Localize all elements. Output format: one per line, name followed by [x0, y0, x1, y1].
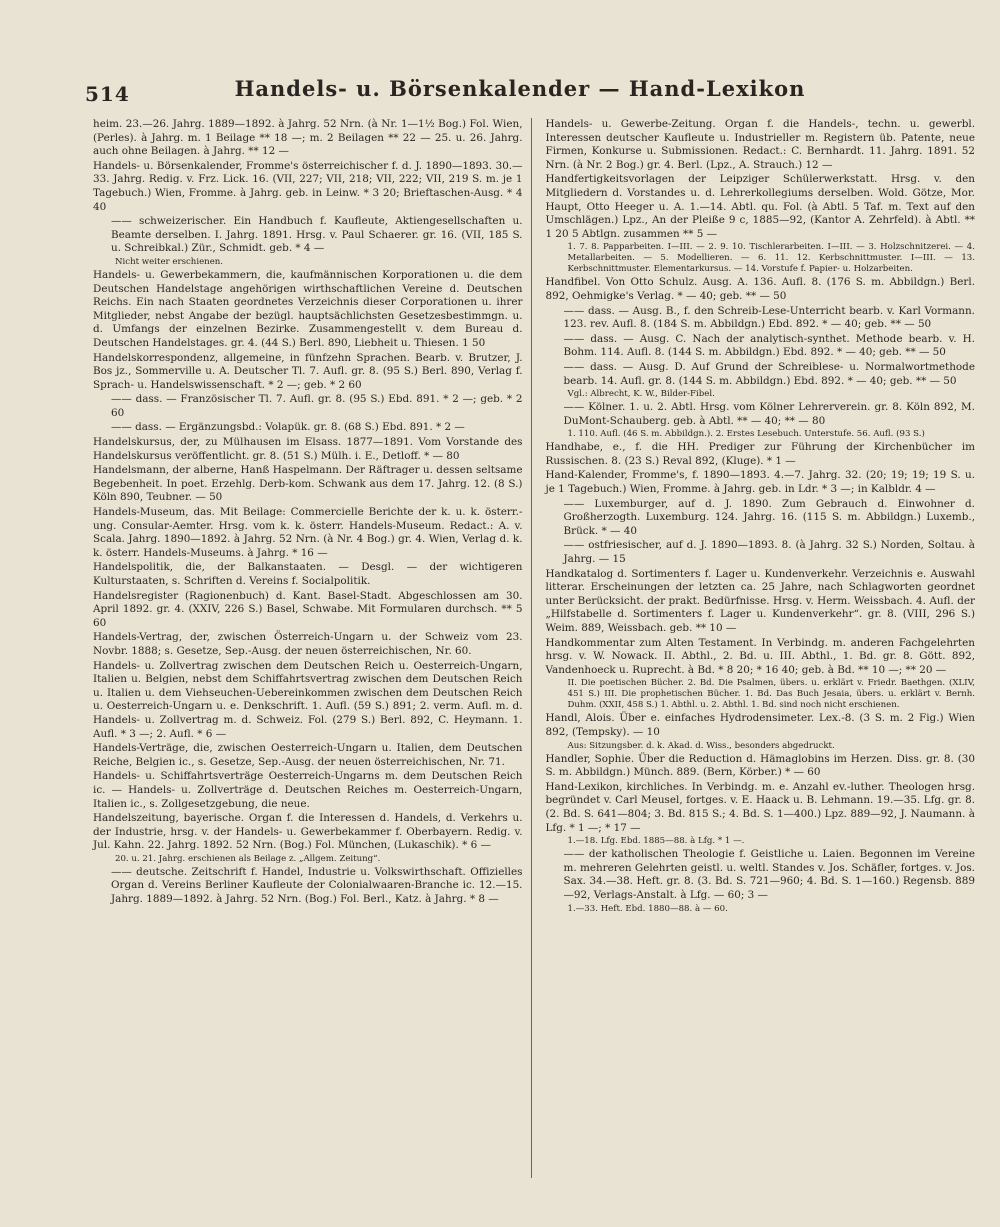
- catalog-entry: Handelsregister (Ragionenbuch) d. Kant. Basel-Stadt. Abgeschlossen am 30. April 1892. gr. 4. (XXIV, 226 S.) Basel, Schwabe. Mit Formularen durchsch. ** 5 60: [93, 589, 523, 629]
- catalog-entry: Handkatalog d. Sortimenters f. Lager u. Kundenverkehr. Verzeichnis e. Auswahl litterar. Erscheinungen der letzten ca. 25 Jahre, nach Schlagworten geordnet unter Berücksicht. der prakt. Bedürfnisse. Hrsg. v. Herm. Weissbach. 4. Aufl. der „Hilfstabelle d. Sortimenters f. Lager u. Kundenverkehr“. gr. 8. (VIII, 296 S.) Weim. 889, Weissbach. geb. ** 10 —: [545, 567, 975, 634]
- page-number: 514: [85, 82, 130, 106]
- catalog-entry: Handl, Alois. Über e. einfaches Hydrodensimeter. Lex.-8. (3 S. m. 2 Fig.) Wien 892, (Tempsky). — 10: [545, 712, 975, 738]
- catalog-entry: —— deutsche. Zeitschrift f. Handel, Industrie u. Volkswirthschaft. Offizielles Organ d. Vereins Berliner Kaufleute der Colonialwaaren-Branche ic. 12.—15. Jahrg. 1889—1892. à Jahrg. 52 Nrn. (Bog.) Fol. Berl., Katz. à Jahrg. * 8 —: [111, 865, 523, 906]
- catalog-entry: —— der katholischen Theologie f. Geistliche u. Laien. Begonnen im Vereine m. mehreren Gelehrten geistl. u. weltl. Standes v. Jos. Schäfler, fortges. v. Jos. Sax. 34.—38. Heft. gr. 8. (3. Bd. S. 721—960; 4. Bd. S. 1—160.) Regensb. 889—92, Verlags-Anstalt. à Lfg. — 60; 3 —: [563, 848, 975, 901]
- catalog-entry: Handels- u. Gewerbekammern, die, kaufmännischen Korporationen u. die dem Deutschen Handelstage angehörigen wirthschaftlichen Vereine d. Deutschen Reichs. Ein nach Staaten geordnetes Verzeichnis dieser Corporationen u. ihrer Mitglieder, nebst Angabe der bezügl. hauptsächlichsten Gesetzesbestimmgn. u. d. Umfangs der einzelnen Bezirke. Zusammengestellt v. dem Bureau d. Deutschen Handelstages. gr. 4. (44 S.) Berl. 890, Liebheit u. Thiesen. 1 50: [93, 268, 523, 349]
- entry-note: 1.—33. Heft. Ebd. 1880—88. à — 60.: [567, 903, 728, 914]
- catalog-entry: Handelsmann, der alberne, Hanß Haspelmann. Der Räftrager u. dessen seltsame Begebenheit. In poet. Erzehlg. Derb-kom. Schwank aus dem 17. Jahrg. 12. (8 S.) Köln 890, Teubner. — 50: [93, 464, 523, 504]
- entry-note: 20. u. 21. Jahrg. erschienen als Beilage z. „Allgem. Zeitung“.: [115, 853, 381, 864]
- catalog-entry: Handels- u. Gewerbe-Zeitung. Organ f. die Handels-, techn. u. gewerbl. Interessen deutscher Kaufleute u. Industrieller m. Registern üb. Patente, neue Firmen, Konkurse u. Submissionen. Redact.: C. Bernhardt. 11. Jahrg. 1891. 52 Nrn. (à Nr. 2 Bog.) gr. 4. Berl. (Lpz., A. Strauch.) 12 —: [545, 118, 975, 171]
- left-column: [93, 118, 532, 1178]
- catalog-entry: Handhabe, e., f. die HH. Prediger zur Führung der Kirchenbücher im Russischen. 8. (23 S.) Reval 892, (Kluge). * 1 —: [545, 441, 975, 467]
- catalog-entry: heim. 23.—26. Jahrg. 1889—1892. à Jahrg. 52 Nrn. (à Nr. 1—1½ Bog.) Fol. Wien, (Perles). à Jahrg. m. 1 Beilage ** 18 —; m. 2 Beilagen ** 22 — 25. u. 26. Jahrg. auch ohne Beilagen. à Jahrg. ** 12 —: [93, 118, 523, 158]
- catalog-entry: —— Luxemburger, auf d. J. 1890. Zum Gebrauch d. Einwohner d. Großherzogth. Luxemburg. 124. Jahrg. 16. (115 S. m. Abbildgn.) Luxemb., Brück. * — 40: [563, 497, 975, 537]
- running-head: Handels- u. Börsenkalender — Hand-Lexikon: [234, 76, 806, 101]
- catalog-entry: Handkommentar zum Alten Testament. In Verbindg. m. anderen Fachgelehrten hrsg. v. W. Nowack. II. Abthl., 2. Bd. u. III. Abthl., 1. Bd. gr. 8. Gött. 892, Vandenhoeck u. Ruprecht. à Bd. * 8 20; * 16 40; geb. à Bd. ** 10 —; ** 20 —: [545, 636, 975, 676]
- catalog-entry: —— dass. — Ergänzungsbd.: Volapük. gr. 8. (68 S.) Ebd. 891. * 2 —: [111, 421, 465, 434]
- catalog-entry: Handelskursus, der, zu Mülhausen im Elsass. 1877—1891. Vom Vorstande des Handelskursus veröffentlicht. gr. 8. (51 S.) Mülh. i. E., Detloff. * — 80: [93, 436, 523, 462]
- catalog-entry: Hand-Lexikon, kirchliches. In Verbindg. m. e. Anzahl ev.-luther. Theologen hrsg. begründet v. Carl Meusel, fortges. v. E. Haack u. B. Lehmann. 19.—35. Lfg. gr. 8. (2. Bd. S. 641—804; 3. Bd. 815 S.; 4. Bd. S. 1—400.) Lpz. 889—92, J. Naumann. à Lfg. * 1 —; * 17 —: [545, 780, 975, 834]
- catalog-entry: Handels-Museum, das. Mit Beilage: Commercielle Berichte der k. u. k. österr.-ung. Consular-Aemter. Hrsg. vom k. k. österr. Handels-Museum. Redact.: A. v. Scala. Jahrg. 1890—1892. à Jahrg. 52 Nrn. (à Nr. 4 Bog.) gr. 4. Wien, Verlag d. k. k. österr. Handels-Museums. à Jahrg. * 16 —: [93, 506, 523, 559]
- catalog-entry: Hand-Kalender, Fromme's, f. 1890—1893. 4.—7. Jahrg. 32. (20; 19; 19; 19 S. u. je 1 Tagebuch.) Wien, Fromme. à Jahrg. geb. in Ldr. * 3 —; in Kalbldr. 4 —: [545, 469, 975, 496]
- entry-note: II. Die poetischen Bücher. 2. Bd. Die Psalmen, übers. u. erklärt v. Friedr. Baethgen. (XLIV, 451 S.) III. Die prophetischen Bücher. 1. Bd. Das Buch Jesaia, übers. u. erklärt v. Bernh. Duhm. (XXII, 458 S.) 1. Abthl. u. 2. Abthl. 1. Bd. sind noch nicht erschienen.: [567, 678, 975, 711]
- entry-note: Nicht weiter erschienen.: [115, 256, 224, 267]
- catalog-entry: —— dass. — Ausg. C. Nach der analytisch-synthet. Methode bearb. v. H. Bohm. 114. Aufl. 8. (144 S. m. Abbildgn.) Ebd. 892. * — 40; geb. ** — 50: [563, 332, 975, 359]
- right-column: [546, 118, 976, 1178]
- catalog-entry: —— dass. — Ausg. D. Auf Grund der Schreiblese- u. Normalwortmethode bearb. 14. Aufl. gr. 8. (144 S. m. Abbildgn.) Ebd. 892. * — 40; geb. ** — 50: [563, 360, 975, 387]
- text-columns: [93, 118, 975, 1178]
- catalog-entry: Handels- u. Börsenkalender, Fromme's österreichischer f. d. J. 1890—1893. 30.—33. Jahrg. Redig. v. Frz. Lick. 16. (VII, 227; VII, 218; VII, 222; VII, 219 S. m. je 1 Tagebuch.) Wien, Fromme. à Jahrg. geb. in Leinw. * 3 20; Brieftaschen-Ausg. * 4 40: [93, 159, 523, 213]
- entry-note: 1. 110. Aufl. (46 S. m. Abbildgn.). 2. Erstes Lesebuch. Unterstufe. 56. Aufl. (93 S.): [567, 429, 925, 440]
- entry-note: 1. 7. 8. Papparbeiten. I—III. — 2. 9. 10. Tischlerarbeiten. I—III. — 3. Holzschnitzerei. — 4. Metallarbeiten. — 5. Modellieren. — 6. 11. 12. Kerbschnittmuster. I—III. — 13. Kerbschnittmuster. Elementarkursus. — 14. Vorstufe f. Papier- u. Holzarbeiten.: [567, 242, 975, 275]
- entry-note: Vgl.: Albrecht, K. W., Bilder-Fibel.: [567, 389, 715, 400]
- catalog-entry: Handels-Vertrag, der, zwischen Österreich-Ungarn u. der Schweiz vom 23. Novbr. 1888; s. Gesetze, Sep.-Ausg. der neuen österreichischen, Nr. 60.: [93, 631, 523, 657]
- catalog-entry: Handels- u. Schiffahrtsverträge Oesterreich-Ungarns m. dem Deutschen Reich ic. — Handels- u. Zollverträge d. Deutschen Reiches m. Oesterreich-Ungarn, Italien ic., s. Zollgesetzgebung, die neue.: [93, 770, 523, 810]
- entry-note: 1.—18. Lfg. Ebd. 1885—88. à Lfg. * 1 —.: [567, 836, 745, 847]
- catalog-entry: Handler, Sophie. Über die Reduction d. Hämaglobins im Herzen. Diss. gr. 8. (30 S. m. Abbildgn.) Münch. 889. (Bern, Körber.) * — 60: [545, 752, 975, 779]
- catalog-entry: Handels- u. Zollvertrag zwischen dem Deutschen Reich u. Oesterreich-Ungarn, Italien u. Belgien, nebst dem Schiffahrtsvertrag zwischen dem Deutschen Reich u. Italien u. dem Viehseuchen-Uebereinkommen zwischen dem Deutschen Reich u. Oesterreich-Ungarn u. e. Denkschrift. 1. Aufl. (59 S.) 891; 2. verm. Aufl. m. d. Handels- u. Zollvertrag m. d. Schweiz. Fol. (279 S.) Berl. 892, C. Heymann. 1. Aufl. * 3 —; 2. Aufl. * 6 —: [93, 659, 523, 740]
- catalog-entry: —— Kölner. 1. u. 2. Abtl. Hrsg. vom Kölner Lehrerverein. gr. 8. Köln 892, M. DuMont-Schauberg. geb. à Abtl. ** — 40; ** — 80: [563, 401, 975, 427]
- catalog-entry: —— schweizerischer. Ein Handbuch f. Kaufleute, Aktiengesellschaften u. Beamte derselben. I. Jahrg. 1891. Hrsg. v. Paul Schaerer. gr. 16. (VII, 185 S. u. Schreibkal.) Zür., Schmidt. geb. * 4 —: [111, 215, 523, 255]
- catalog-entry: —— dass. — Ausg. B., f. den Schreib-Lese-Unterricht bearb. v. Karl Vormann. 123. rev. Aufl. 8. (184 S. m. Abbildgn.) Ebd. 892. * — 40; geb. ** — 50: [563, 304, 975, 331]
- catalog-entry: —— ostfriesischer, auf d. J. 1890—1893. 8. (à Jahrg. 32 S.) Norden, Soltau. à Jahrg. — 15: [563, 539, 975, 566]
- catalog-entry: Handfertigkeitsvorlagen der Leipziger Schülerwerkstatt. Hrsg. v. den Mitgliedern d. Vorstandes u. d. Lehrerkollegiums derselben. Wold. Götze, Mor. Haupt, Otto Heeger u. A. 1.—14. Abtl. qu. Fol. (à Abtl. 5 Taf. m. Text auf den Umschlägen.) Lpz., An der Pleiße 9 c, 1885—92, (Kantor A. Zehrfeld). à Abtl. ** 1 20 5 Abtlgn. zusammen ** 5 —: [545, 173, 975, 240]
- catalog-entry: Handels-Verträge, die, zwischen Oesterreich-Ungarn u. Italien, dem Deutschen Reiche, Belgien ic., s. Gesetze, Sep.-Ausg. der neuen österreichischen, Nr. 71.: [93, 742, 523, 768]
- catalog-entry: Handelszeitung, bayerische. Organ f. die Interessen d. Handels, d. Verkehrs u. der Industrie, hrsg. v. der Handels- u. Gewerbekammer f. Oberbayern. Redig. v. Jul. Kahn. 22. Jahrg. 1892. 52 Nrn. (Bog.) Fol. München, (Lukaschik). * 6 —: [93, 812, 523, 852]
- catalog-entry: Handelspolitik, die, der Balkanstaaten. — Desgl. — der wichtigeren Kulturstaaten, s. Schriften d. Vereins f. Socialpolitik.: [93, 561, 523, 587]
- catalog-entry: —— dass. — Französischer Tl. 7. Aufl. gr. 8. (95 S.) Ebd. 891. * 2 —; geb. * 2 60: [111, 393, 523, 419]
- catalog-entry: Handfibel. Von Otto Schulz. Ausg. A. 136. Aufl. 8. (176 S. m. Abbildgn.) Berl. 892, Oehmigke's Verlag. * — 40; geb. ** — 50: [545, 276, 975, 302]
- catalog-entry: Handelskorrespondenz, allgemeine, in fünfzehn Sprachen. Bearb. v. Brutzer, J. Bos jz., Sommerville u. A. Deutscher Tl. 7. Aufl. gr. 8. (95 S.) Berl. 890, Verlag f. Sprach- u. Handelswissenschaft. * 2 —; geb. * 2 60: [93, 351, 523, 391]
- entry-note: Aus: Sitzungsber. d. k. Akad. d. Wiss., besonders abgedruckt.: [567, 740, 835, 751]
